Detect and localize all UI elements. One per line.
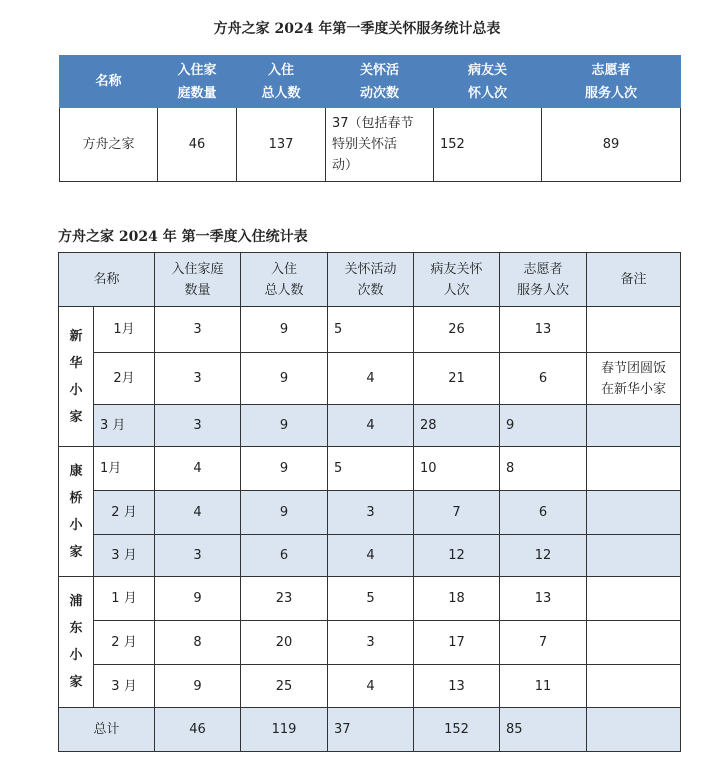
group-name-kangqiao: 康 桥 小 家 bbox=[59, 447, 94, 577]
note-cell bbox=[587, 405, 681, 447]
patient-care-cell: 18 bbox=[414, 577, 500, 621]
families-cell: 4 bbox=[155, 491, 241, 535]
patient-care-cell: 10 bbox=[414, 447, 500, 491]
table-row bbox=[59, 535, 681, 577]
volunteer-cell: 6 bbox=[500, 353, 587, 405]
total-residents: 119 bbox=[241, 708, 328, 752]
summary-title: 方舟之家 2024 年第一季度关怀服务统计总表 bbox=[213, 21, 501, 37]
total-patient-care: 152 bbox=[414, 708, 500, 752]
families-cell: 9 bbox=[155, 577, 241, 621]
patient-care-cell: 13 bbox=[414, 665, 500, 708]
table-row bbox=[59, 491, 681, 535]
volunteer-cell: 13 bbox=[500, 307, 587, 353]
patient-care-cell: 12 bbox=[414, 535, 500, 577]
summary-table bbox=[59, 55, 681, 182]
volunteer-cell: 9 bbox=[500, 405, 587, 447]
note-cell bbox=[587, 447, 681, 491]
residents-cell: 9 bbox=[241, 405, 328, 447]
volunteer-cell: 7 bbox=[500, 621, 587, 665]
residents-cell: 9 bbox=[241, 491, 328, 535]
residents-cell: 23 bbox=[241, 577, 328, 621]
activities-cell: 5 bbox=[328, 307, 414, 353]
patient-care-cell: 21 bbox=[414, 353, 500, 405]
table-row bbox=[59, 621, 681, 665]
month-cell: 1月 bbox=[94, 447, 155, 491]
month-cell: 2 月 bbox=[94, 621, 155, 665]
header-residents: 入住 总人数 bbox=[237, 56, 326, 108]
header-name: 名称 bbox=[60, 56, 158, 108]
total-volunteer: 85 bbox=[500, 708, 587, 752]
note-cell bbox=[587, 665, 681, 708]
activities-cell: 4 bbox=[328, 405, 414, 447]
volunteer-cell: 8 bbox=[500, 447, 587, 491]
header-volunteer: 志愿者 服务人次 bbox=[542, 56, 681, 108]
detail-header-volunteer: 志愿者 服务人次 bbox=[500, 253, 587, 307]
summary-activities: 37（包括春节 特别关怀活 动） bbox=[326, 108, 434, 182]
residents-cell: 9 bbox=[241, 353, 328, 405]
detail-header-families: 入住家庭 数量 bbox=[155, 253, 241, 307]
families-cell: 3 bbox=[155, 535, 241, 577]
families-cell: 3 bbox=[155, 405, 241, 447]
activities-cell: 3 bbox=[328, 621, 414, 665]
residents-cell: 9 bbox=[241, 307, 328, 353]
summary-header-row bbox=[60, 56, 681, 108]
group-name-xinhua: 新 华 小 家 bbox=[59, 307, 94, 447]
summary-patient-care: 152 bbox=[434, 108, 542, 182]
patient-care-cell: 28 bbox=[414, 405, 500, 447]
detail-header-name: 名称 bbox=[59, 253, 155, 307]
activities-cell: 4 bbox=[328, 353, 414, 405]
table-row bbox=[59, 665, 681, 708]
patient-care-cell: 17 bbox=[414, 621, 500, 665]
total-row bbox=[59, 708, 681, 752]
activities-cell: 5 bbox=[328, 447, 414, 491]
note-cell bbox=[587, 577, 681, 621]
residents-cell: 20 bbox=[241, 621, 328, 665]
month-cell: 1月 bbox=[94, 307, 155, 353]
note-cell: 春节团圆饭 在新华小家 bbox=[587, 353, 681, 405]
volunteer-cell: 12 bbox=[500, 535, 587, 577]
detail-header-row bbox=[59, 253, 681, 307]
residents-cell: 9 bbox=[241, 447, 328, 491]
month-cell: 2月 bbox=[94, 353, 155, 405]
residents-cell: 6 bbox=[241, 535, 328, 577]
summary-volunteer: 89 bbox=[542, 108, 681, 182]
header-patient-care: 病友关 怀人次 bbox=[434, 56, 542, 108]
detail-header-note: 备注 bbox=[587, 253, 681, 307]
total-families: 46 bbox=[155, 708, 241, 752]
table-row bbox=[59, 447, 681, 491]
families-cell: 3 bbox=[155, 307, 241, 353]
summary-row bbox=[60, 108, 681, 182]
activities-cell: 5 bbox=[328, 577, 414, 621]
residents-cell: 25 bbox=[241, 665, 328, 708]
table-row bbox=[59, 353, 681, 405]
detail-table bbox=[58, 252, 681, 752]
summary-families: 46 bbox=[158, 108, 237, 182]
detail-title: 方舟之家 2024 年 第一季度入住统计表 bbox=[58, 229, 308, 245]
families-cell: 4 bbox=[155, 447, 241, 491]
patient-care-cell: 26 bbox=[414, 307, 500, 353]
note-cell bbox=[587, 621, 681, 665]
detail-header-activities: 关怀活动 次数 bbox=[328, 253, 414, 307]
patient-care-cell: 7 bbox=[414, 491, 500, 535]
total-label: 总计 bbox=[59, 708, 155, 752]
note-cell bbox=[587, 491, 681, 535]
detail-header-residents: 入住 总人数 bbox=[241, 253, 328, 307]
table-row bbox=[59, 577, 681, 621]
table-row bbox=[59, 307, 681, 353]
note-cell bbox=[587, 307, 681, 353]
activities-cell: 3 bbox=[328, 491, 414, 535]
month-cell: 3 月 bbox=[94, 535, 155, 577]
activities-cell: 4 bbox=[328, 665, 414, 708]
total-activities: 37 bbox=[328, 708, 414, 752]
month-cell: 3 月 bbox=[94, 665, 155, 708]
total-note bbox=[587, 708, 681, 752]
group-name-pudong: 浦 东 小 家 bbox=[59, 577, 94, 708]
families-cell: 3 bbox=[155, 353, 241, 405]
header-activities: 关怀活 动次数 bbox=[326, 56, 434, 108]
summary-name: 方舟之家 bbox=[60, 108, 158, 182]
month-cell: 3 月 bbox=[94, 405, 155, 447]
volunteer-cell: 11 bbox=[500, 665, 587, 708]
month-cell: 2 月 bbox=[94, 491, 155, 535]
note-cell bbox=[587, 535, 681, 577]
detail-header-patient-care: 病友关怀 人次 bbox=[414, 253, 500, 307]
volunteer-cell: 13 bbox=[500, 577, 587, 621]
header-families: 入住家 庭数量 bbox=[158, 56, 237, 108]
month-cell: 1 月 bbox=[94, 577, 155, 621]
activities-cell: 4 bbox=[328, 535, 414, 577]
families-cell: 8 bbox=[155, 621, 241, 665]
summary-residents: 137 bbox=[237, 108, 326, 182]
volunteer-cell: 6 bbox=[500, 491, 587, 535]
table-row bbox=[59, 405, 681, 447]
families-cell: 9 bbox=[155, 665, 241, 708]
